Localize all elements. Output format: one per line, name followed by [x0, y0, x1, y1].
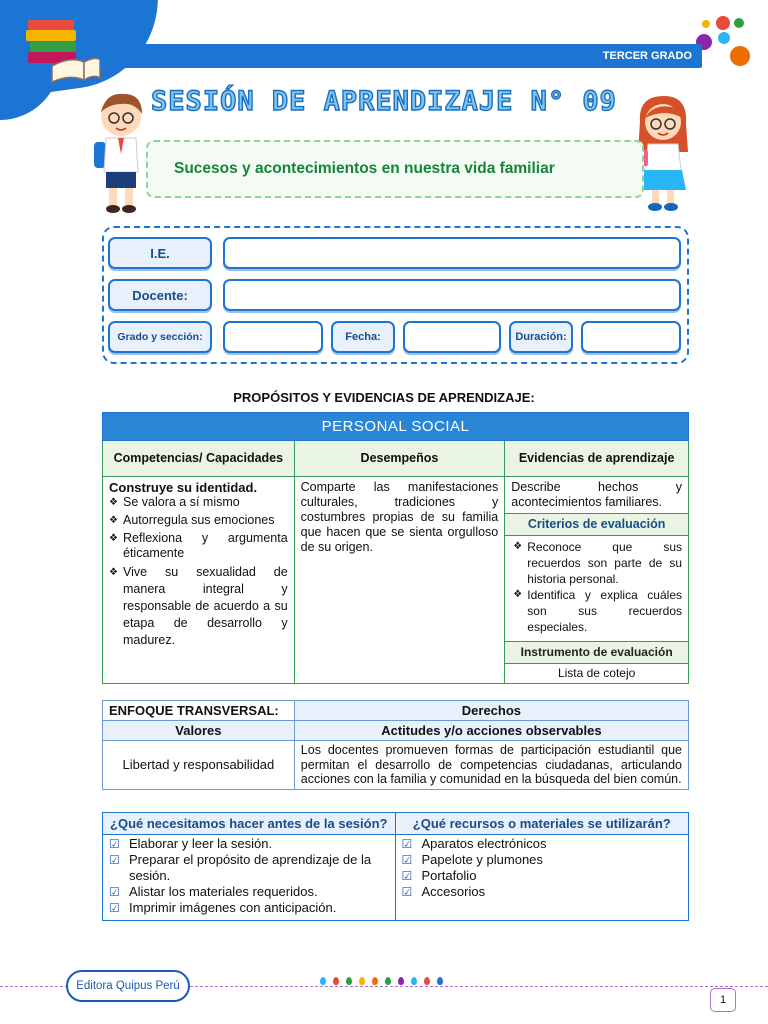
before-heading: ¿Qué necesitamos hacer antes de la sesión? — [103, 813, 396, 835]
criteria-label: Criterios de evaluación — [505, 514, 689, 536]
materials-list — [400, 836, 685, 900]
books-icon — [22, 14, 102, 84]
col-evidence: Evidencias de aprendizaje — [505, 441, 689, 477]
material-item: ☑ Aparatos electrónicos — [400, 836, 685, 852]
attitude-cell: Los docentes promueven formas de participación estudiantil que permitan el desarrollo de competencias ciudadanas, articulando acciones con la familia y comunidad en la búsqueda del bien común. — [294, 741, 688, 790]
date-label: Fecha: — [331, 321, 395, 353]
criteria-item: ❖ Identifica y explica cuáles son sus recuerdos especiales. — [513, 587, 682, 635]
capacities-list — [109, 495, 288, 649]
grade-section-field[interactable] — [223, 321, 323, 353]
material-item: ☑ Papelote y plumones — [400, 852, 685, 868]
session-subtitle: Sucesos y acontecimientos en nuestra vida familiar — [174, 160, 555, 177]
boy-illustration — [88, 88, 154, 214]
instrument-value: Lista de cotejo — [505, 664, 689, 684]
area-header: PERSONAL SOCIAL — [103, 413, 689, 441]
grade-label: TERCER GRADO — [602, 50, 692, 62]
values-label: Valores — [103, 721, 295, 741]
session-subtitle-box — [146, 140, 644, 198]
value-cell: Libertad y responsabilidad — [103, 741, 295, 790]
capacity-item: ❖ Se valora a sí mismo — [109, 495, 288, 510]
ie-field[interactable] — [223, 237, 681, 269]
col-competencies: Competencias/ Capacidades — [103, 441, 295, 477]
before-list — [107, 836, 391, 916]
evidence-cell: Describe hechos y acontecimientos familiares. — [505, 477, 689, 514]
transversal-rights: Derechos — [294, 701, 688, 721]
competency-title: Construye su identidad. — [109, 480, 258, 495]
attitudes-label: Actitudes y/o acciones observables — [294, 721, 688, 741]
competencies-cell — [103, 477, 295, 684]
capacity-item: ❖ Reflexiona y argumenta éticamente — [109, 531, 288, 561]
before-item: ☑ Imprimir imágenes con anticipación. — [107, 900, 391, 916]
decorative-dots — [694, 14, 754, 70]
page-number: 1 — [710, 988, 736, 1012]
materials-cell — [395, 835, 689, 921]
session-title: SESIÓN DE APRENDIZAJE N° 09 — [151, 86, 617, 117]
grade-section-label: Grado y sección: — [108, 321, 212, 353]
teacher-label: Docente: — [108, 279, 212, 311]
criteria-list — [513, 539, 682, 635]
grade-band — [100, 44, 702, 68]
duration-label: Duración: — [509, 321, 573, 353]
preparation-table — [102, 812, 689, 921]
transversal-label: ENFOQUE TRANSVERSAL: — [103, 701, 295, 721]
teacher-field[interactable] — [223, 279, 681, 311]
learning-table — [102, 412, 689, 684]
col-performance: Desempeños — [294, 441, 505, 477]
ie-label: I.E. — [108, 237, 212, 269]
material-item: ☑ Portafolio — [400, 868, 685, 884]
publisher-badge: Editora Quipus Perú — [66, 970, 190, 1002]
duration-field[interactable] — [581, 321, 681, 353]
instrument-label: Instrumento de evaluación — [505, 642, 689, 664]
criteria-item: ❖ Reconoce que sus recuerdos son parte de su historia personal. — [513, 539, 682, 587]
footer-pins — [320, 977, 443, 985]
purposes-heading: PROPÓSITOS Y EVIDENCIAS DE APRENDIZAJE: — [233, 390, 535, 405]
transversal-table — [102, 700, 689, 790]
before-item: ☑ Preparar el propósito de aprendizaje de la sesión. — [107, 852, 391, 884]
before-item: ☑ Alistar los materiales requeridos. — [107, 884, 391, 900]
before-cell — [103, 835, 396, 921]
materials-heading: ¿Qué recursos o materiales se utilizarán? — [395, 813, 689, 835]
capacity-item: ❖ Vive su sexualidad de manera integral y responsable de acuerdo a su etapa de desarrollo y madurez. — [109, 564, 288, 649]
before-item: ☑ Elaborar y leer la sesión. — [107, 836, 391, 852]
date-field[interactable] — [403, 321, 501, 353]
criteria-cell — [505, 536, 689, 642]
capacity-item: ❖ Autorregula sus emociones — [109, 513, 288, 528]
material-item: ☑ Accesorios — [400, 884, 685, 900]
performance-cell: Comparte las manifestaciones culturales, tradiciones y costumbres propias de su familia que hacen que se sienta orgulloso de su origen. — [294, 477, 505, 684]
